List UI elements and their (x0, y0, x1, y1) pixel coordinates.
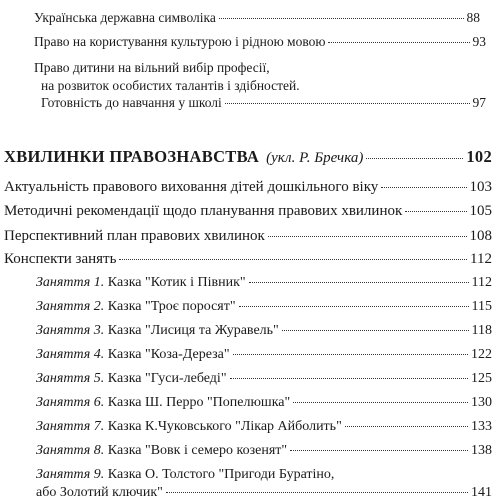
dot-leader (282, 330, 469, 331)
toc-entry-page: 88 (466, 10, 480, 25)
dot-leader (345, 426, 468, 427)
lesson-entry (36, 300, 492, 314)
toc-entry-page: 105 (469, 203, 492, 219)
toc-entry-title: Українська державна символіка (34, 10, 216, 25)
dot-leader (230, 378, 468, 379)
section-heading (4, 149, 492, 166)
lesson-entry (36, 276, 492, 290)
dot-leader (290, 450, 468, 451)
toc-entry (34, 11, 480, 25)
lesson-entry (36, 468, 492, 482)
lesson-title: Казка Ш. Перро "Попелюшка" (107, 395, 291, 410)
dot-leader (381, 187, 466, 188)
lesson-entry (36, 324, 492, 338)
lesson-label: Заняття 3. (36, 323, 105, 338)
lesson-page: 118 (471, 323, 492, 338)
toc-entry-title: Конспекти занять (4, 251, 117, 267)
lesson-title: Казка "Котик і Півник" (107, 275, 246, 290)
toc-entry-page: 93 (472, 34, 486, 49)
lesson-label: Заняття 6. (36, 395, 105, 410)
dot-leader (225, 103, 470, 104)
lesson-entry (36, 348, 492, 362)
lesson-label: Заняття 7. (36, 419, 105, 434)
toc-entry (4, 204, 492, 219)
dot-leader (366, 158, 463, 159)
lesson-page: 115 (471, 299, 492, 314)
lesson-page: 138 (471, 443, 492, 458)
toc-entry-title: Актуальність правового виховання дітей дошкільного віку (4, 179, 379, 195)
dot-leader (119, 259, 467, 260)
dot-leader (328, 42, 469, 43)
lesson-entry (36, 444, 492, 458)
lesson-entry-continued (36, 486, 492, 500)
lesson-entry (36, 396, 492, 410)
toc-entry-page: 108 (469, 228, 492, 244)
toc-entry (4, 180, 492, 195)
lesson-title-continued: або Золотий ключик" (36, 485, 163, 500)
lesson-title: Казка "Лисиця та Журавель" (107, 323, 279, 338)
dot-leader (405, 211, 466, 212)
dot-leader (233, 354, 468, 355)
dot-leader (268, 236, 467, 237)
toc-entry-title: Перспективний план правових хвилинок (4, 228, 265, 244)
toc-entry-title: Право на користування культурою і рідною мовою (34, 34, 326, 49)
toc-entry-line: на розвиток особистих талантів і здібностей. (41, 78, 300, 93)
lesson-page: 130 (471, 395, 492, 410)
toc-entry (34, 35, 486, 49)
lesson-page: 141 (471, 485, 492, 500)
lesson-page: 112 (471, 275, 492, 290)
lesson-label: Заняття 2. (36, 299, 105, 314)
lesson-label: Заняття 4. (36, 347, 105, 362)
lesson-page: 125 (471, 371, 492, 386)
dot-leader (166, 492, 468, 493)
lesson-page: 133 (471, 419, 492, 434)
lesson-title: Казка "Вовк і семеро козенят" (107, 443, 288, 458)
toc-entry-line: Право дитини на вільний вибір професії, (34, 60, 270, 75)
toc-entry (4, 229, 492, 244)
lesson-label: Заняття 1. (36, 275, 105, 290)
lesson-title: Казка К.Чуковського "Лікар Айболить" (107, 419, 342, 434)
toc-entry-title: Готовність до навчання у школі (41, 95, 222, 110)
lesson-title: Казка "Троє поросят" (107, 299, 236, 314)
lesson-entry (36, 372, 492, 386)
lesson-title: Казка О. Толстого "Пригоди Буратіно, (107, 467, 335, 482)
dot-leader (293, 402, 468, 403)
toc-entry-page: 97 (472, 95, 486, 110)
section-page: 102 (466, 147, 492, 166)
lesson-title: Казка "Коза-Дереза" (107, 347, 230, 362)
section-title: ХВИЛИНКИ ПРАВОЗНАВСТВА (4, 147, 260, 166)
toc-entry (41, 96, 486, 110)
dot-leader (239, 306, 469, 307)
dot-leader (249, 282, 469, 283)
lesson-label: Заняття 5. (36, 371, 105, 386)
toc-entry-page: 112 (470, 251, 492, 267)
lesson-title: Казка "Гуси-лебеді" (107, 371, 227, 386)
section-compiler: (укл. Р. Бречка) (266, 150, 364, 166)
lesson-entry (36, 420, 492, 434)
toc-entry-title: Методичні рекомендації щодо планування правових хвилинок (4, 203, 403, 219)
toc-entry-page: 103 (469, 179, 492, 195)
lesson-label: Заняття 9. (36, 467, 105, 482)
dot-leader (219, 18, 464, 19)
toc-entry (4, 252, 492, 267)
lesson-page: 122 (471, 347, 492, 362)
lesson-label: Заняття 8. (36, 443, 105, 458)
